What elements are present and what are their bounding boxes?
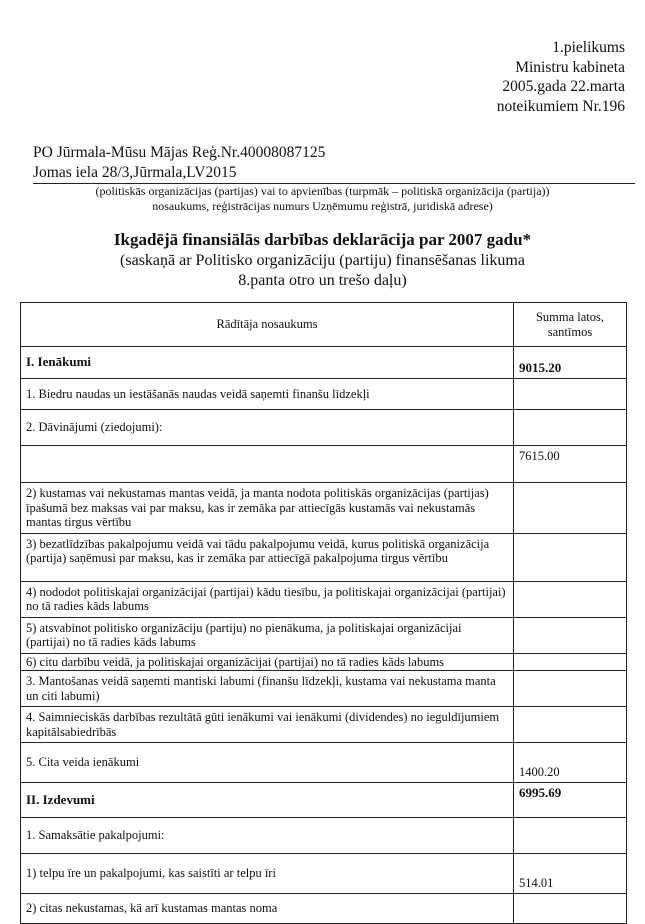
declaration-table (20, 302, 627, 924)
row-label: II. Izdevumi (21, 783, 514, 818)
row-amount (514, 379, 627, 410)
row-amount (514, 617, 627, 653)
table-row (21, 671, 627, 707)
organization-name: PO Jūrmala-Mūsu Mājas Reģ.Nr.40008087125 (33, 144, 326, 161)
row-label: 3. Mantošanas veidā saņemti mantiski labumi (finanšu līdzekļi, kustama vai nekustama manta un citi labumi) (21, 671, 514, 707)
row-amount (514, 483, 627, 534)
declaration-title: Ikgadējā finansiālās darbības deklarācija par 2007 gadu* (113, 230, 532, 249)
header-amount: Summa latos, santīmos (514, 303, 627, 347)
row-amount: 514.01 (514, 854, 627, 894)
table-row (21, 743, 627, 783)
table-row (21, 581, 627, 617)
row-label: 4) nododot politiskajai organizācijai (partijai) kādu tiesību, ja politiskajai organizācijai (partijai) no tā radies kāds labums (21, 581, 514, 617)
table-row (21, 783, 627, 818)
row-amount (514, 581, 627, 617)
row-amount (514, 818, 627, 854)
row-label: 3) bezatlīdzības pakalpojumu veidā vai tādu pakalpojumu veidā, kurus politiskā organizācija (partija) saņēmusi par maksu, kas ir zemāka par attiecīgā pakalpojuma tirgus vērtību (21, 533, 514, 581)
row-amount: 1400.20 (514, 743, 627, 783)
row-label: I. Ienākumi (21, 347, 514, 379)
row-amount (514, 671, 627, 707)
note-line: nosaukums, reģistrācijas numurs Uzņēmumu reģistrā, juridiskā adrese) (152, 199, 493, 213)
row-amount (514, 653, 627, 671)
table-row (21, 483, 627, 534)
row-label: 5. Cita veida ienākumi (21, 743, 514, 783)
row-label: 1. Biedru naudas un iestāšanās naudas veidā saņemti finanšu līdzekļi (21, 379, 514, 410)
table-row (21, 854, 627, 894)
row-label: 6) citu darbību veidā, ja politiskajai organizācijai (partijai) no tā radies kāds labums (21, 653, 514, 671)
table-header-row (21, 303, 627, 347)
annex-reference (497, 38, 625, 116)
row-amount: 7615.00 (514, 446, 627, 483)
table-row (21, 347, 627, 379)
row-label: 4. Saimnieciskās darbības rezultātā gūti ienākumi vai ienākumi (dividendes) no ieguldījumiem kapitālsabiedrībās (21, 707, 514, 743)
row-label (21, 446, 514, 483)
table-row (21, 653, 627, 671)
row-amount: 9015.20 (514, 347, 627, 379)
organization-note (20, 184, 625, 214)
row-label: 5) atsvabinot politisko organizāciju (partiju) no pienākuma, ja politiskajai organizācijai (partijai) no tā radies kāds labums (21, 617, 514, 653)
note-line: (politiskās organizācijas (partijas) vai to apvienības (turpmāk – politiskā organizācija (partija)) (95, 184, 550, 198)
table-row (21, 533, 627, 581)
header-name: Rādītāja nosaukums (21, 303, 514, 347)
annex-line: Ministru kabineta (515, 58, 625, 76)
annex-line: 2005.gada 22.marta (502, 78, 625, 95)
row-amount: 6995.69 (514, 783, 627, 818)
row-amount (514, 533, 627, 581)
subtitle-line: 8.panta otro un trešo daļu) (238, 272, 407, 289)
table-row (21, 707, 627, 743)
table-row (21, 446, 627, 483)
row-label: 1) telpu īre un pakalpojumi, kas saistīti ar telpu īri (21, 854, 514, 894)
table-row (21, 379, 627, 410)
row-label: 2) citas nekustamas, kā arī kustamas mantas noma (21, 894, 514, 924)
table-row (21, 410, 627, 446)
organization-address: Jomas iela 28/3,Jūrmala,LV2015 (33, 163, 635, 184)
subtitle-line: (saskaņā ar Politisko organizāciju (partiju) finansēšanas likuma (120, 252, 525, 269)
declaration-subtitle (20, 251, 625, 291)
row-label: 1. Samaksātie pakalpojumi: (21, 818, 514, 854)
row-label: 2. Dāvinājumi (ziedojumi): (21, 410, 514, 446)
row-amount (514, 894, 627, 924)
table-row (21, 894, 627, 924)
organization-block (33, 143, 635, 184)
row-amount (514, 707, 627, 743)
annex-line: noteikumiem Nr.196 (496, 97, 625, 115)
annex-line: 1.pielikums (552, 39, 625, 56)
table-row (21, 818, 627, 854)
row-label: 2) kustamas vai nekustamas mantas veidā, ja manta nodota politiskās organizācijas (partijas) īpašumā bez maksas vai par maksu, kas ir zemāka par attiecīgās kustamās vai nekustamās mantas tirgus vērtību (21, 483, 514, 534)
row-amount (514, 410, 627, 446)
table-row (21, 617, 627, 653)
